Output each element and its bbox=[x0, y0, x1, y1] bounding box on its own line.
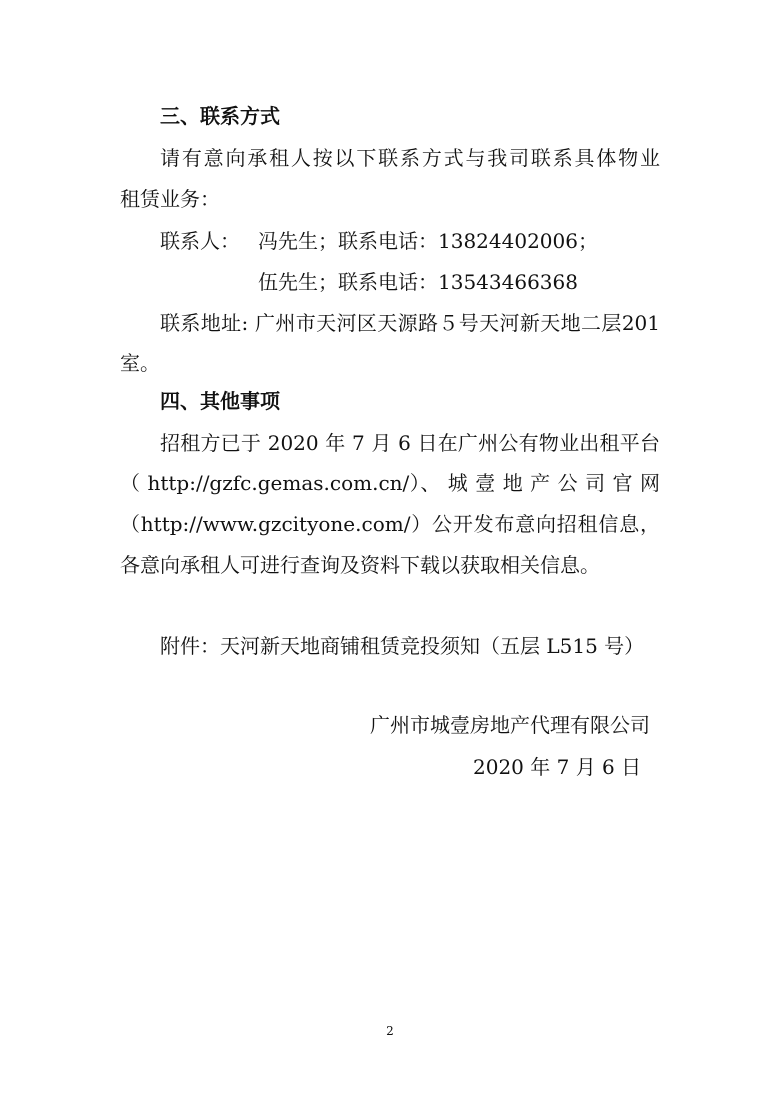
section-4-line-2: （ http://gzfc.gemas.com.cn/）、 城 壹 地 产 公 司 官 网 bbox=[120, 471, 660, 495]
section-3-intro-line-2: 租赁业务： bbox=[120, 187, 220, 211]
page-number: 2 bbox=[386, 1024, 394, 1038]
address-line-2: 室。 bbox=[120, 351, 160, 375]
section-4-line-1: 招租方已于 2020 年 7 月 6 日在广州公有物业出租平台 bbox=[160, 431, 660, 455]
section-3-heading: 三、联系方式 bbox=[160, 104, 280, 128]
contact-label: 联系人： bbox=[160, 229, 240, 253]
contact-1: 冯先生；联系电话：13824402006； bbox=[258, 229, 598, 253]
address-line-1: 联系地址: 广州市天河区天源路５号天河新天地二层201 bbox=[160, 311, 660, 335]
section-4-line-4: 各意向承租人可进行查询及资料下载以获取相关信息。 bbox=[120, 553, 600, 577]
section-4-heading: 四、其他事项 bbox=[160, 389, 280, 413]
contact-2: 伍先生；联系电话：13543466368 bbox=[258, 270, 578, 294]
signature-date: 2020 年 7 月 6 日 bbox=[473, 755, 642, 779]
signature-company: 广州市城壹房地产代理有限公司 bbox=[370, 713, 650, 737]
attachment-note: 附件：天河新天地商铺租赁竞投须知（五层 L515 号） bbox=[160, 634, 645, 658]
section-4-line-3: （http://www.gzcityone.com/）公开发布意向招租信息， bbox=[120, 512, 660, 536]
section-3-intro-line-1: 请有意向承租人按以下联系方式与我司联系具体物业 bbox=[160, 146, 660, 170]
